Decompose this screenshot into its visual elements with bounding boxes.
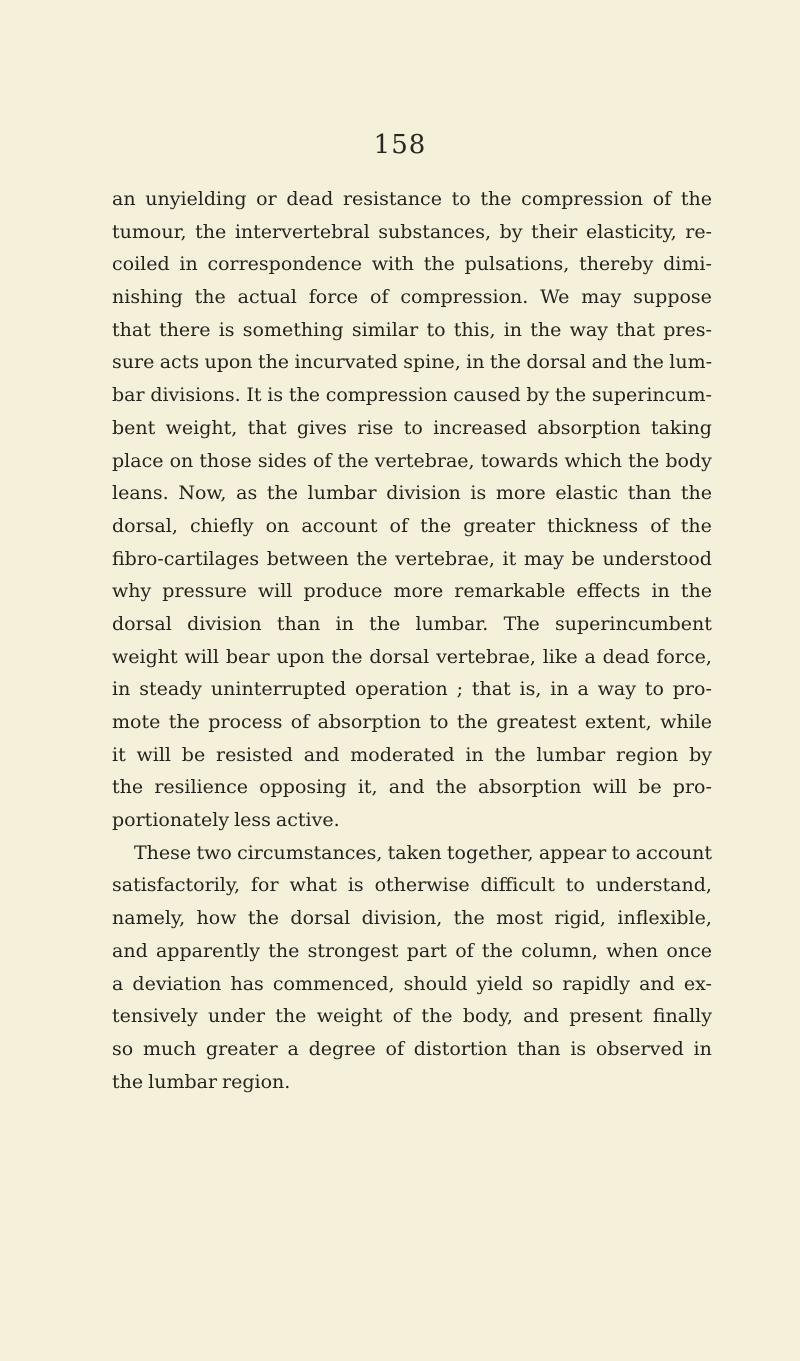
text-line: weight will bear upon the dorsal vertebrae, like a dead force, bbox=[112, 645, 712, 668]
text-line: mote the process of absorption to the greatest extent, while bbox=[112, 711, 712, 733]
text-line: satisfactorily, for what is otherwise difficult to understand, bbox=[112, 874, 712, 897]
text-line: the lumbar region. bbox=[112, 1070, 291, 1093]
text-line: portionately less active. bbox=[112, 809, 340, 832]
text-line: namely, how the dorsal division, the most rigid, inflexible, bbox=[112, 907, 712, 930]
text-line: the resilience opposing it, and the absorption will be pro- bbox=[112, 776, 712, 799]
text-line: dorsal, chiefly on account of the greater thickness of the bbox=[112, 514, 712, 537]
text-line: These two circumstances, taken together, appear to account bbox=[134, 841, 712, 864]
text-line: why pressure will produce more remarkable effects in the bbox=[112, 580, 712, 603]
text-line: leans. Now, as the lumbar division is more elastic than the bbox=[112, 482, 712, 505]
text-line: dorsal division than in the lumbar. The superincumbent bbox=[112, 612, 712, 635]
text-line: nishing the actual force of compression. We may suppose bbox=[112, 286, 712, 309]
body-text bbox=[112, 183, 712, 1098]
text-line: tumour, the intervertebral substances, by their elasticity, re- bbox=[112, 220, 712, 243]
text-line: coiled in correspondence with the pulsations, thereby dimi- bbox=[112, 253, 712, 276]
text-line: it will be resisted and moderated in the lumbar region by bbox=[112, 743, 712, 766]
text-line: sure acts upon the incurvated spine, in the dorsal and the lum- bbox=[112, 351, 712, 374]
text-line: that there is something similar to this, in the way that pres- bbox=[112, 318, 712, 341]
page-number: 158 bbox=[373, 130, 427, 160]
text-line: bar divisions. It is the compression caused by the superincum- bbox=[112, 384, 712, 407]
text-line: tensively under the weight of the body, and present finally bbox=[112, 1005, 712, 1028]
text-line: fibro-cartilages between the vertebrae, it may be understood bbox=[112, 547, 712, 570]
text-line: in steady uninterrupted operation ; that is, in a way to pro- bbox=[112, 678, 712, 701]
text-line: bent weight, that gives rise to increased absorption taking bbox=[112, 416, 712, 439]
text-line: an unyielding or dead resistance to the compression of the bbox=[112, 188, 712, 210]
text-line: so much greater a degree of distortion than is observed in bbox=[112, 1037, 712, 1060]
text-line: a deviation has commenced, should yield so rapidly and ex- bbox=[112, 972, 712, 995]
text-line: place on those sides of the vertebrae, towards which the body bbox=[112, 449, 712, 472]
text-line: and apparently the strongest part of the column, when once bbox=[112, 939, 712, 962]
